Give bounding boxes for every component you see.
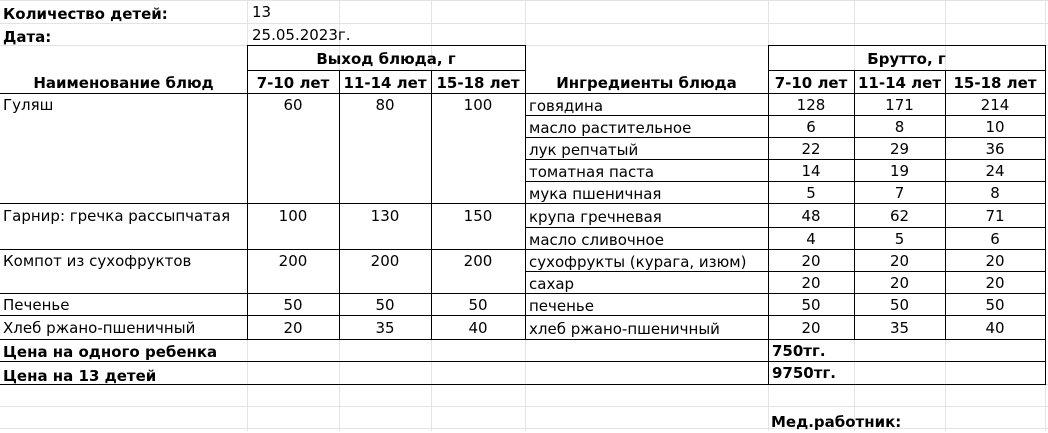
border-h bbox=[0, 203, 526, 204]
ingredient-gross: 6 bbox=[990, 230, 1000, 248]
ingredient-gross: 171 bbox=[885, 96, 914, 114]
dish-yield: 50 bbox=[375, 296, 395, 314]
ingredient-gross: 62 bbox=[889, 207, 910, 225]
ingredient-gross: 24 bbox=[985, 162, 1005, 180]
ingredient-gross: 128 bbox=[796, 96, 826, 114]
border-h bbox=[0, 384, 1046, 385]
dish-yield: 50 bbox=[283, 296, 303, 314]
date-label: Дата: bbox=[3, 28, 52, 46]
ingredient-gross: 50 bbox=[801, 296, 821, 314]
ingredient-gross: 4 bbox=[806, 230, 816, 248]
dish-yield: 100 bbox=[463, 96, 493, 114]
ingredient-gross: 10 bbox=[985, 118, 1005, 136]
ingredient-gross: 20 bbox=[985, 274, 1005, 292]
ingredient-gross: 8 bbox=[894, 118, 905, 136]
dish-name: Хлеб ржано-пшеничный bbox=[3, 319, 196, 337]
ingredient-name: печенье bbox=[529, 297, 595, 315]
ingredient-gross: 48 bbox=[801, 207, 821, 225]
ingredient-gross: 20 bbox=[801, 252, 821, 270]
yield-group-header: Выход блюда, г bbox=[316, 50, 456, 68]
dish-yield: 200 bbox=[463, 252, 493, 270]
children-count-label: Количество детей: bbox=[3, 5, 168, 23]
gridline-horizontal bbox=[0, 0, 1048, 1]
ingredient-gross: 50 bbox=[985, 296, 1005, 314]
dish-yield: 60 bbox=[283, 96, 303, 114]
ingredient-gross: 29 bbox=[889, 140, 910, 158]
ingredient-gross: 5 bbox=[894, 230, 905, 248]
ingredient-name: лук репчатый bbox=[529, 141, 639, 159]
gross-age-15-18: 15-18 лет bbox=[953, 74, 1037, 92]
ingredient-gross: 20 bbox=[801, 274, 821, 292]
ingredient-gross: 6 bbox=[806, 118, 816, 136]
ingredient-gross: 5 bbox=[806, 184, 816, 202]
ingredient-name: хлеб ржано-пшеничный bbox=[529, 320, 720, 338]
gridline-horizontal bbox=[0, 406, 1048, 407]
dish-yield: 200 bbox=[370, 252, 400, 270]
ingredient-name: сахар bbox=[529, 275, 575, 293]
dish-name: Печенье bbox=[3, 296, 70, 314]
price-per-child-label: Цена на одного ребенка bbox=[3, 343, 218, 361]
dish-name: Компот из сухофруктов bbox=[3, 252, 192, 270]
price-total-value: 9750тг. bbox=[772, 364, 836, 382]
yield-age-15-18: 15-18 лет bbox=[436, 74, 520, 92]
ingredient-gross: 35 bbox=[889, 319, 910, 337]
price-per-child-value: 750тг. bbox=[772, 342, 826, 360]
dish-yield: 50 bbox=[468, 296, 488, 314]
border-v bbox=[1045, 45, 1046, 385]
col-ingredients-header: Ингредиенты блюда bbox=[556, 74, 737, 92]
gross-age-11-14: 11-14 лет bbox=[857, 74, 942, 92]
ingredient-gross: 36 bbox=[985, 140, 1005, 158]
dish-yield: 200 bbox=[278, 252, 308, 270]
dish-yield: 150 bbox=[463, 207, 493, 225]
border-h bbox=[768, 45, 1046, 46]
price-total-label: Цена на 13 детей bbox=[3, 367, 157, 385]
dish-name: Гарнир: гречка рассыпчатая bbox=[3, 207, 231, 225]
ingredient-gross: 20 bbox=[985, 252, 1005, 270]
ingredient-name: мука пшеничная bbox=[529, 185, 662, 203]
ingredient-name: крупа гречневая bbox=[529, 208, 662, 226]
medic-signature-label: Мед.работник: bbox=[771, 413, 902, 431]
yield-age-11-14: 11-14 лет bbox=[343, 74, 427, 92]
border-h bbox=[0, 339, 1046, 340]
children-count-value[interactable]: 13 bbox=[252, 3, 272, 21]
ingredient-gross: 7 bbox=[894, 184, 905, 202]
ingredient-gross: 8 bbox=[990, 184, 1000, 202]
border-h bbox=[768, 70, 1046, 71]
ingredient-gross: 50 bbox=[889, 296, 910, 314]
ingredient-gross: 214 bbox=[980, 96, 1010, 114]
date-value[interactable]: 25.05.2023г. bbox=[252, 26, 351, 44]
ingredient-gross: 19 bbox=[889, 162, 910, 180]
ingredient-name: говядина bbox=[529, 97, 604, 115]
col-dish-header: Наименование блюд bbox=[33, 74, 214, 92]
dish-yield: 130 bbox=[370, 207, 400, 225]
ingredient-gross: 20 bbox=[889, 274, 910, 292]
dish-yield: 40 bbox=[468, 319, 488, 337]
yield-age-7-10: 7-10 лет bbox=[256, 74, 330, 92]
border-h bbox=[247, 70, 526, 71]
ingredient-gross: 14 bbox=[801, 162, 821, 180]
dish-yield: 80 bbox=[375, 96, 395, 114]
dish-yield: 35 bbox=[375, 319, 395, 337]
gross-group-header: Брутто, г bbox=[867, 50, 946, 68]
dish-yield: 100 bbox=[278, 207, 308, 225]
ingredient-gross: 22 bbox=[801, 140, 821, 158]
ingredient-gross: 20 bbox=[889, 252, 910, 270]
ingredient-name: сухофрукты (курага, изюм) bbox=[529, 253, 747, 271]
gross-age-7-10: 7-10 лет bbox=[774, 74, 848, 92]
ingredient-gross: 20 bbox=[801, 319, 821, 337]
dish-name: Гуляш bbox=[3, 96, 54, 114]
ingredient-name: масло растительное bbox=[529, 119, 692, 137]
ingredient-gross: 40 bbox=[985, 319, 1005, 337]
ingredient-name: томатная паста bbox=[529, 163, 655, 181]
ingredient-name: масло сливочное bbox=[529, 231, 664, 249]
dish-yield: 20 bbox=[283, 319, 303, 337]
ingredient-gross: 71 bbox=[985, 207, 1005, 225]
